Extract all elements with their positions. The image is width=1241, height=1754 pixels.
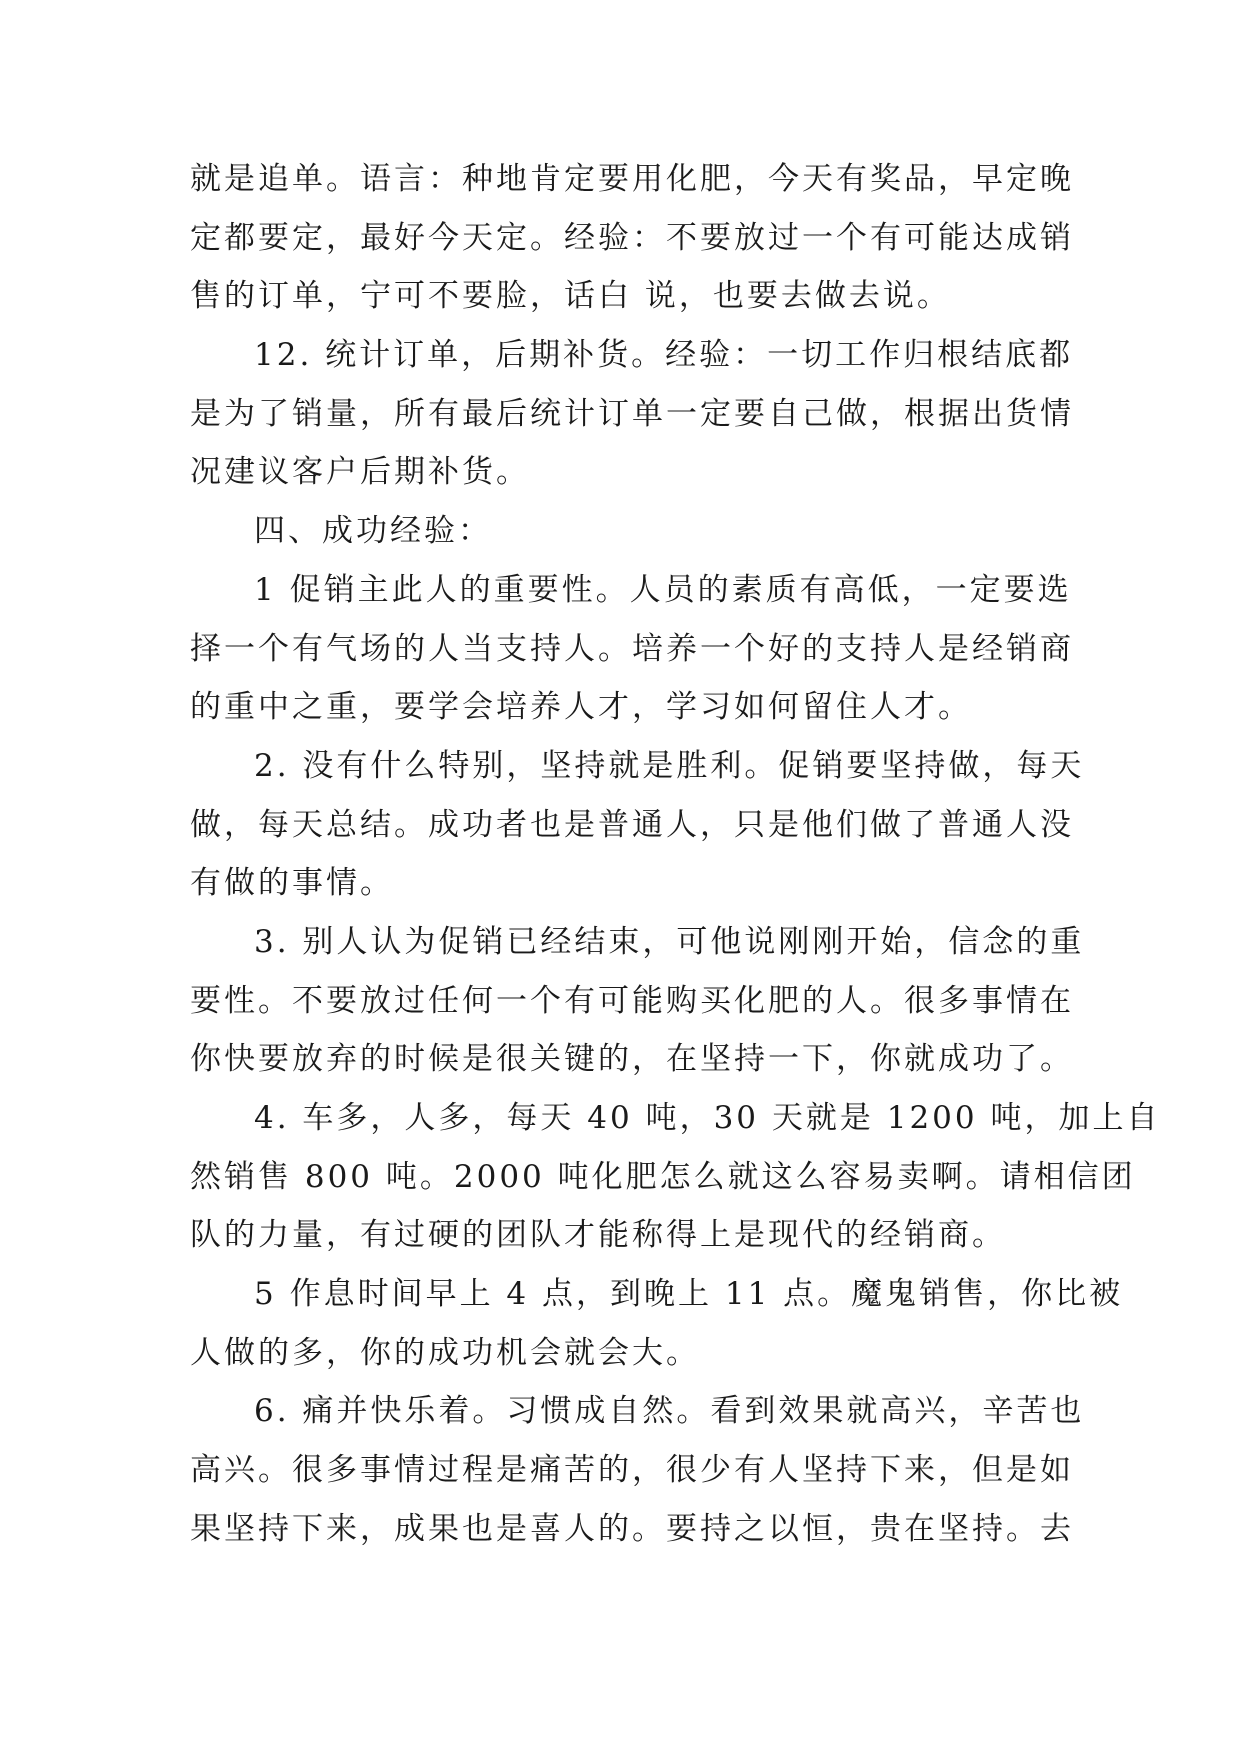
text-line: 队的力量，有过硬的团队才能称得上是现代的经销商。 xyxy=(190,1217,1006,1254)
text-line: 你快要放弃的时候是很关键的，在坚持一下，你就成功了。 xyxy=(190,1041,1074,1078)
text-line: 然销售 800 吨。2000 吨化肥怎么就这么容易卖啊。请相信团 xyxy=(190,1158,1136,1195)
text-line: 况建议客户后期补货。 xyxy=(190,454,530,491)
text-line: 1 促销主此人的重要性。人员的素质有高低，一定要选 xyxy=(254,571,1072,608)
text-line: 有做的事情。 xyxy=(190,865,394,902)
text-line: 要性。不要放过任何一个有可能购买化肥的人。很多事情在 xyxy=(190,982,1074,1019)
text-line: 3. 别人认为促销已经结束，可他说刚刚开始，信念的重 xyxy=(254,923,1085,960)
text-line: 4. 车多，人多，每天 40 吨，30 天就是 1200 吨，加上自 xyxy=(254,1100,1161,1136)
text-line: 是为了销量，所有最后统计订单一定要自己做，根据出货情 xyxy=(190,395,1074,432)
text-line: 择一个有气场的人当支持人。培养一个好的支持人是经销商 xyxy=(190,630,1074,667)
text-line: 就是追单。语言：种地肯定要用化肥，今天有奖品，早定晚 xyxy=(190,161,1074,197)
text-line: 12. 统计订单，后期补货。经验：一切工作归根结底都 xyxy=(254,337,1074,374)
text-line: 四、成功经验： xyxy=(254,513,492,550)
text-line: 2. 没有什么特别，坚持就是胜利。促销要坚持做，每天 xyxy=(254,747,1085,784)
document-body xyxy=(190,150,1161,1559)
text-line: 高兴。很多事情过程是痛苦的，很少有人坚持下来，但是如 xyxy=(190,1452,1074,1489)
text-line: 6. 痛并快乐着。习惯成自然。看到效果就高兴，辛苦也 xyxy=(254,1393,1085,1430)
text-line: 做，每天总结。成功者也是普通人，只是他们做了普通人没 xyxy=(190,806,1074,843)
text-line: 定都要定，最好今天定。经验：不要放过一个有可能达成销 xyxy=(190,219,1074,256)
text-line: 的重中之重，要学会培养人才，学习如何留住人才。 xyxy=(190,689,972,726)
text-line: 人做的多，你的成功机会就会大。 xyxy=(190,1334,700,1371)
text-line: 5 作息时间早上 4 点，到晚上 11 点。魔鬼销售，你比被 xyxy=(254,1276,1124,1313)
text-line: 果坚持下来，成果也是喜人的。要持之以恒，贵在坚持。去 xyxy=(190,1510,1074,1547)
text-line: 售的订单，宁可不要脸，话白 说，也要去做去说。 xyxy=(190,278,951,315)
